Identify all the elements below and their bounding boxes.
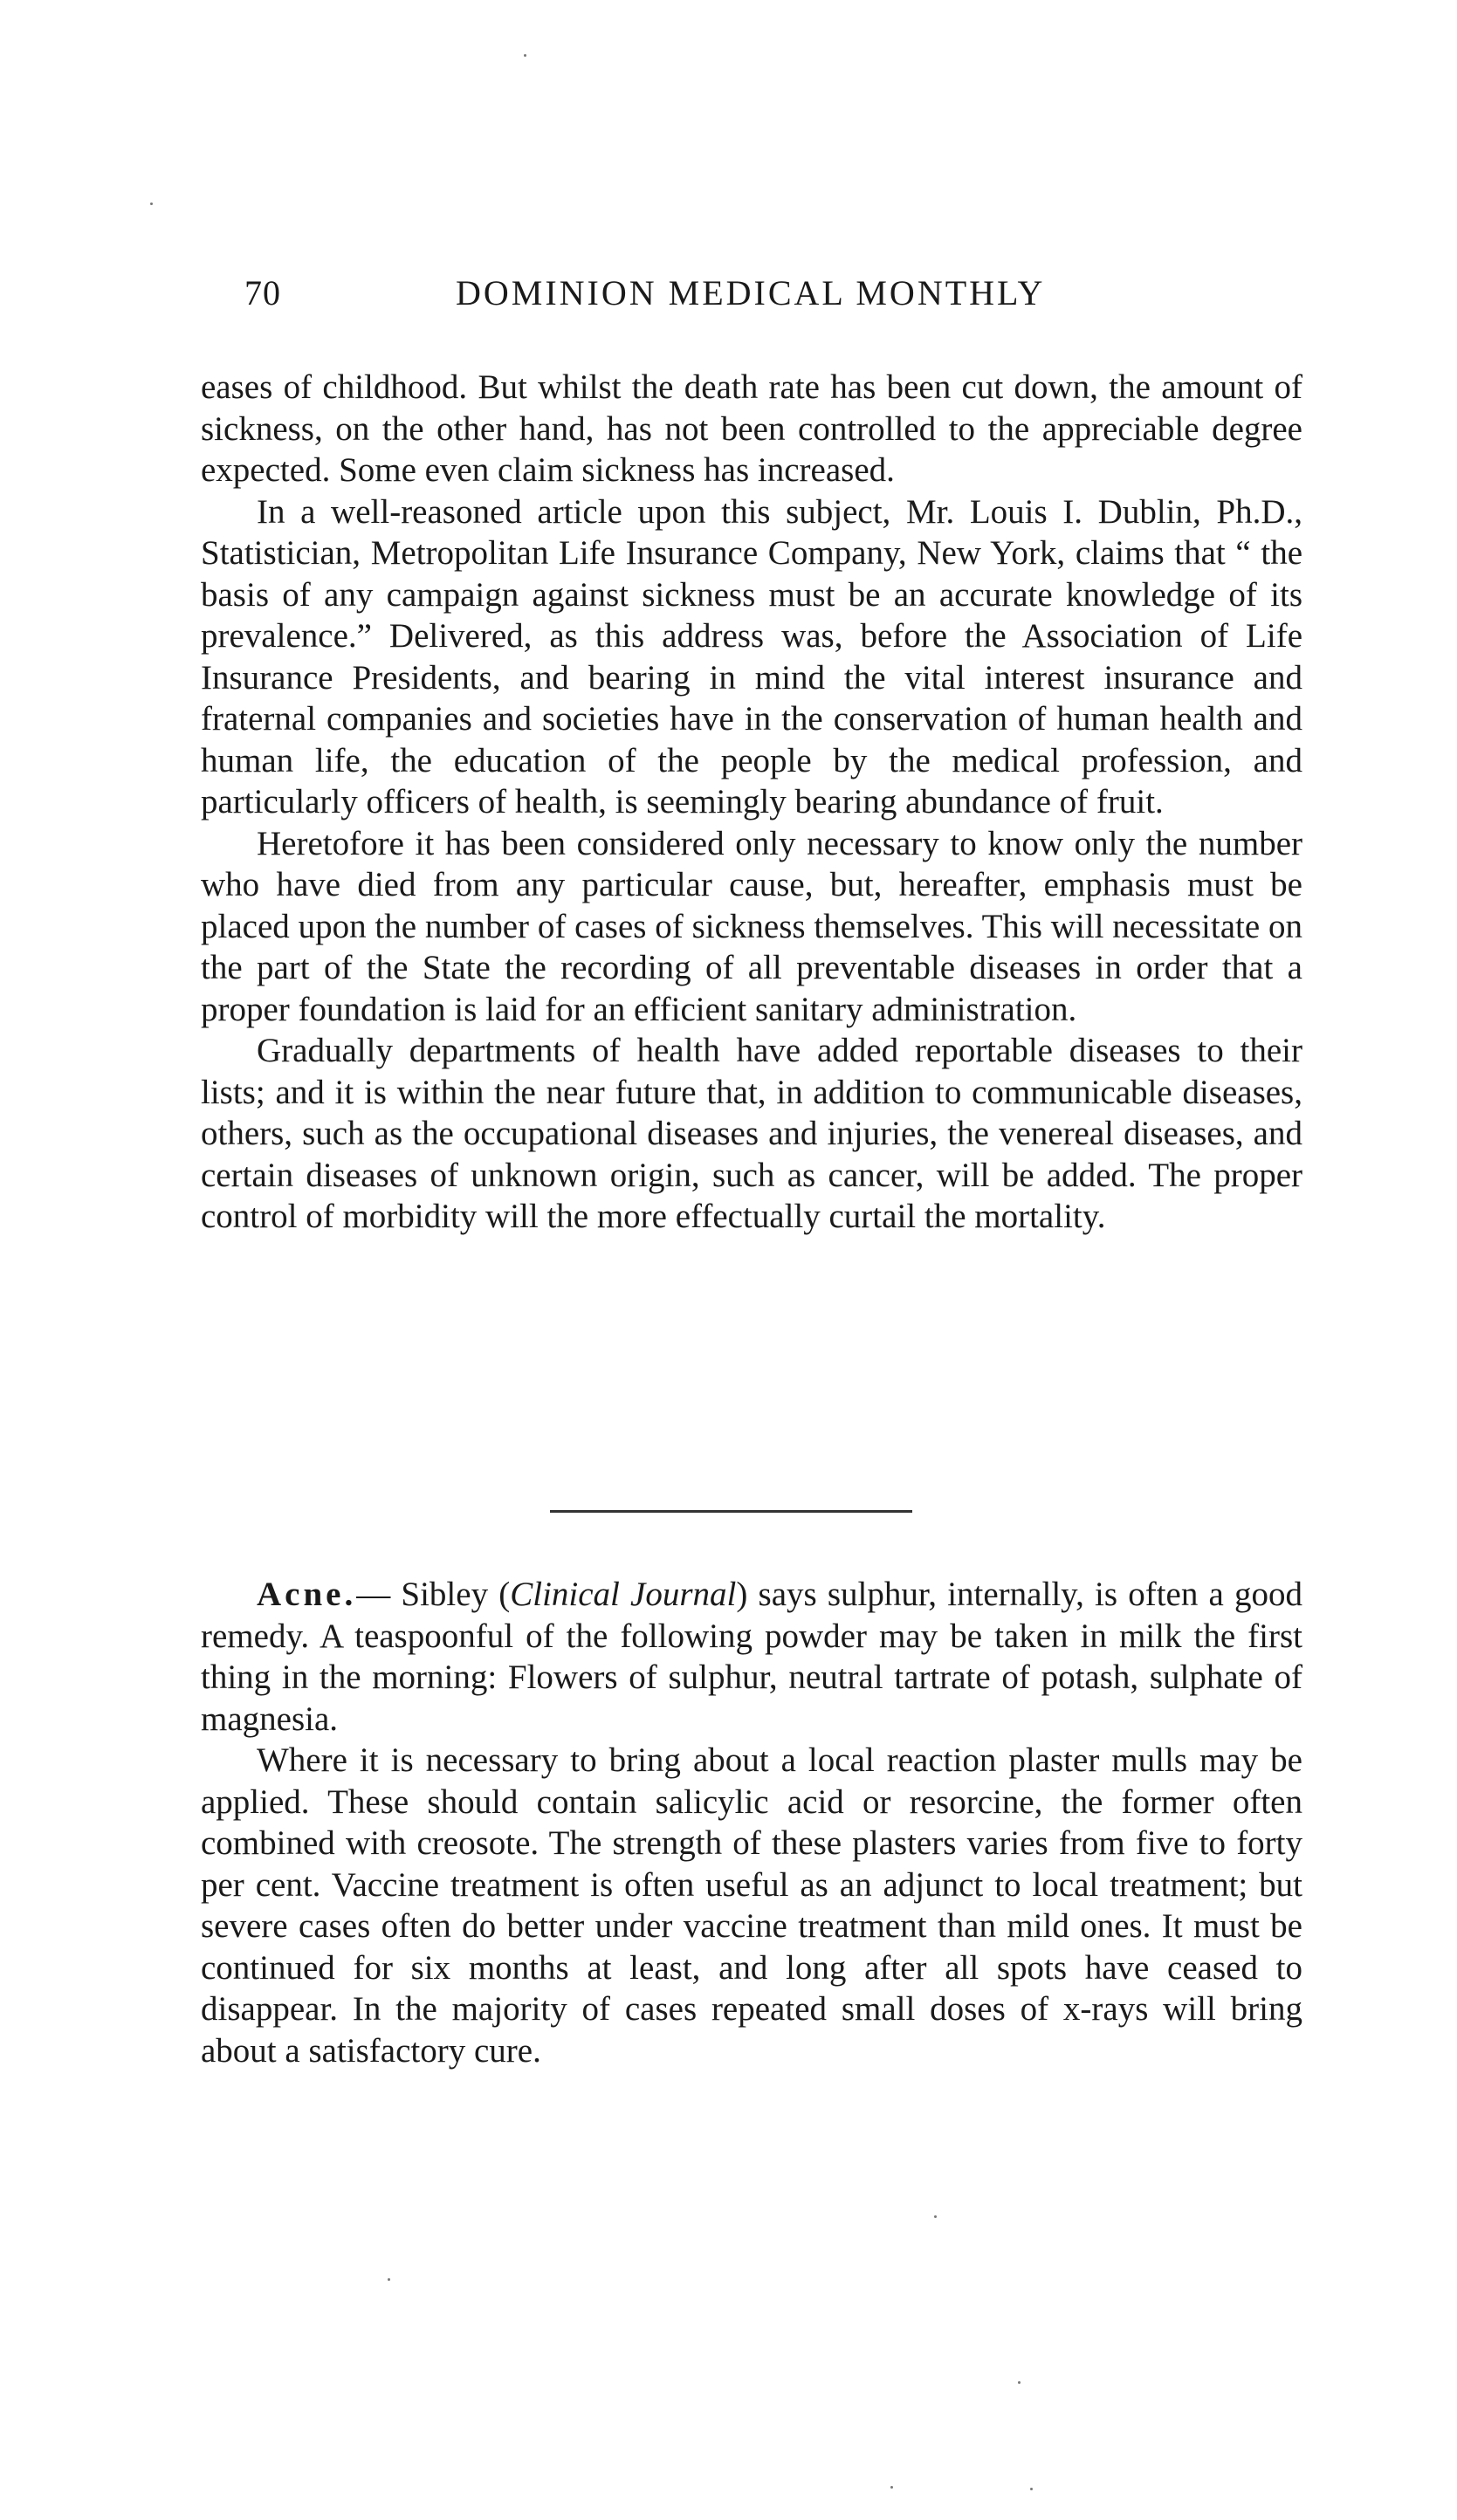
intro-text: — Sibley ( (356, 1576, 511, 1613)
article-continuation (201, 367, 1302, 1238)
page-number: 70 (244, 273, 281, 312)
paragraph: eases of childhood. But whilst the death rate has been cut down, the amount of sickness, on the other hand, has not been controlled to the appreciable degree expected. Some even claim sickness has increased. (201, 368, 1302, 489)
acne-article (201, 1574, 1302, 2071)
paragraph: Gradually departments of health have added reportable diseases to their lists; and it is within the near future that, in addition to communicable diseases, others, such as the occupational diseases and injuries, the venereal diseases, and certain diseases of unknown origin, such as cancer, will be added. The proper control of morbidity will the more effectually curtail the mortality. (201, 1032, 1302, 1235)
journal-title: Clinical Journal (510, 1576, 737, 1613)
running-title: DOMINION MEDICAL MONTHLY (456, 273, 1046, 312)
section-divider (550, 1510, 912, 1513)
paragraph: In a well-reasoned article upon this subject, Mr. Louis I. Dublin, Ph.D., Statistician, Metropolitan Life Insurance Company, New York, claims that “ the basis of any campaign against sickness must be an accurate knowledge of its prevalence.” Delivered, as this address was, before the Association of Life Insurance Presidents, and bearing in mind the vital interest insurance and fraternal companies and societies have in the conservation of human health and human life, the education of the people by the medical profession, and particularly officers of health, is seemingly bearing abundance of fruit. (201, 492, 1302, 821)
scan-speck (388, 2278, 390, 2281)
paragraph: Where it is necessary to bring about a local reaction plaster mulls may be applied. These should contain salicylic acid or resorcine, the former often combined with creosote. The strength of these plasters varies from five to forty per cent. Vaccine treatment is often useful as an adjunct to local treatment; but severe cases often do better under vaccine treatment than mild ones. It must be continued for six months at least, and long after all spots have ceased to disappear. In the majority of cases repeated small doses of x-rays will bring about a satisfactory cure. (201, 1741, 1302, 2070)
article-heading: Acne. (257, 1576, 357, 1613)
scan-speck (934, 2215, 937, 2218)
paragraph (201, 1574, 1302, 1740)
paragraph: Heretofore it has been considered only necessary to know only the number who have died from any particular cause, but, hereafter, emphasis must be placed upon the number of cases of sickness themselves. This will necessitate on the part of the State the recording of all preventable diseases in order that a proper foundation is laid for an efficient sanitary administration. (201, 824, 1302, 1028)
scan-speck (1030, 2488, 1033, 2490)
page-header (244, 272, 1371, 325)
intro-text: ) says sulphur, internally, is often a good remedy. A teaspoonful of the following powder may be taken in milk the first thing in the morning: Flowers of sulphur, neutral tartrate of potash, sulphate of magnesia. (201, 1576, 1302, 1738)
scan-speck (1018, 2381, 1021, 2384)
scan-speck (890, 2486, 893, 2489)
scan-speck (524, 54, 526, 57)
scan-speck (150, 203, 153, 205)
